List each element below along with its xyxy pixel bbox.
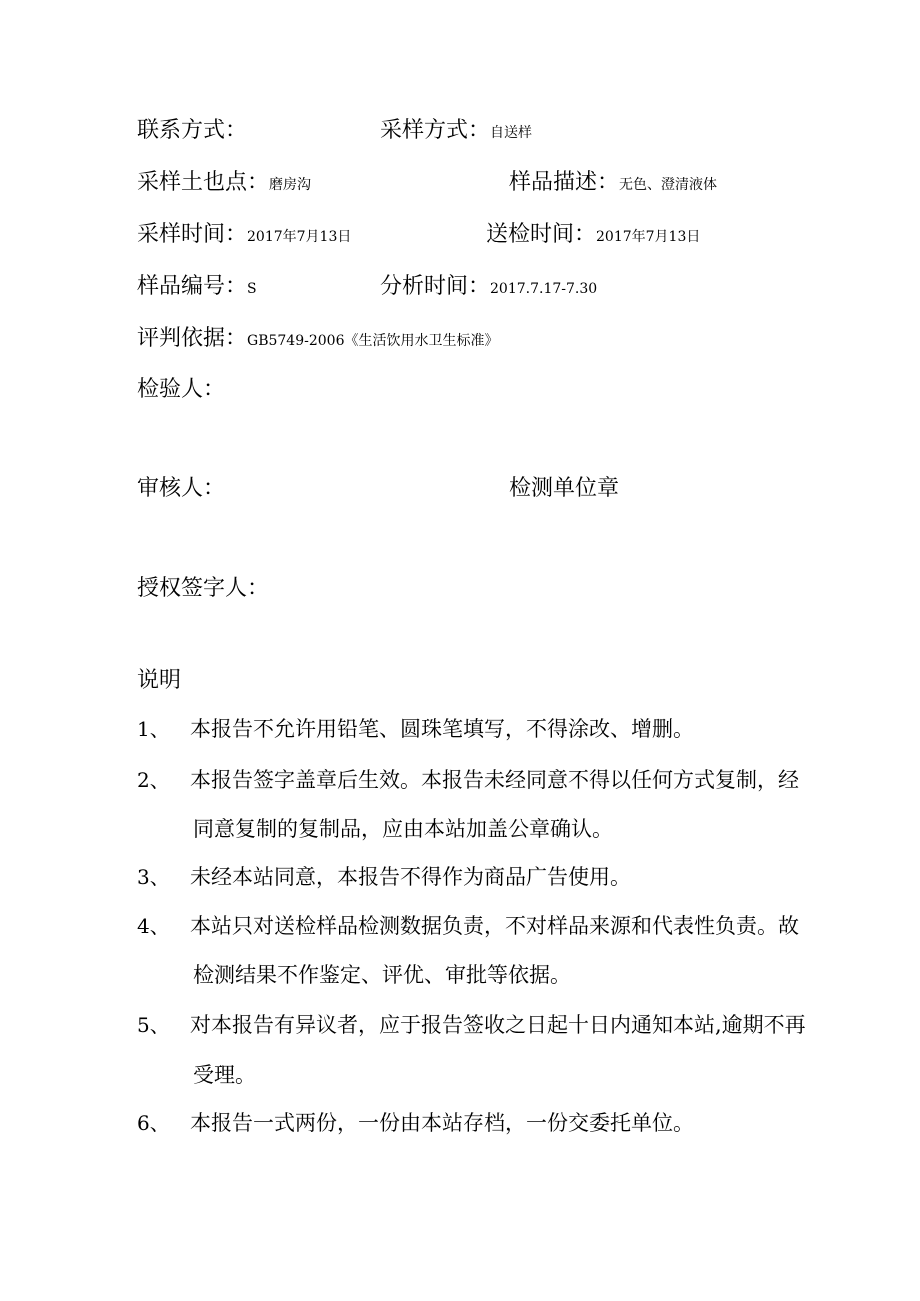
- sampling-method-value: 自送样: [490, 125, 533, 141]
- sample-description-value: 无色、澄清液体: [619, 177, 718, 193]
- sample-number-value: S: [247, 281, 257, 297]
- sample-number-label: 样品编号：: [137, 274, 248, 299]
- note-number: 3、: [137, 865, 170, 889]
- sampling-time-value: 2017年7月13日: [247, 229, 352, 245]
- analysis-time-field: [380, 273, 597, 303]
- inspector-label: 检验人：: [137, 377, 226, 402]
- analysis-time-value: 2017.7.17-7.30: [490, 281, 598, 297]
- note-line: 检测结果不作鉴定、评优、审批等依据。: [193, 963, 571, 987]
- sampling-time-field: [137, 221, 351, 251]
- submission-time-value: 2017年7月13日: [596, 229, 701, 245]
- submission-time-label: 送检时间：: [486, 222, 597, 247]
- sampling-time-label: 采样时间：: [137, 222, 248, 247]
- stamp-label: 检测单位章: [509, 476, 620, 501]
- authorized-signer-label: 授权签字人：: [137, 576, 270, 601]
- note-number: 4、: [137, 914, 170, 938]
- note-number: 5、: [137, 1013, 170, 1037]
- note-line: 同意复制的复制品，应由本站加盖公章确认。: [193, 817, 613, 841]
- sample-number-field: [137, 273, 257, 303]
- note-line: 本报告签字盖章后生效。本报告未经同意不得以任何方式复制，经: [190, 768, 799, 792]
- notes-title: 说明: [137, 668, 182, 693]
- judgment-basis-field: [137, 325, 498, 355]
- note-line: 受理。: [193, 1063, 256, 1087]
- sampling-site-value: 磨房沟: [269, 177, 312, 193]
- contact-field: [137, 117, 247, 147]
- note-line: 对本报告有异议者，应于报告签收之日起十日内通知本站,逾期不再: [190, 1013, 806, 1037]
- sampling-site-label: 采样土也点：: [137, 170, 270, 195]
- note-line: 本报告不允许用铅笔、圆珠笔填写，不得涂改、增删。: [190, 717, 694, 741]
- contact-label: 联系方式：: [137, 118, 248, 143]
- note-number: 6、: [137, 1111, 170, 1135]
- judgment-basis-label: 评判依据：: [137, 326, 248, 351]
- sampling-method-label: 采样方式：: [380, 118, 491, 143]
- reviewer-label: 审核人：: [137, 476, 226, 501]
- note-number: 2、: [137, 768, 170, 792]
- sampling-site-field: [137, 169, 311, 199]
- sampling-method-field: [380, 117, 532, 147]
- judgment-basis-value: GB5749-2006《生活饮用水卫生标准》: [247, 333, 499, 349]
- note-line: 本报告一式两份，一份由本站存档，一份交委托单位。: [190, 1111, 694, 1135]
- note-line: 未经本站同意，本报告不得作为商品广告使用。: [190, 865, 631, 889]
- analysis-time-label: 分析时间：: [380, 274, 491, 299]
- note-number: 1、: [137, 717, 170, 741]
- sample-description-label: 样品描述：: [509, 170, 620, 195]
- submission-time-field: [486, 221, 700, 251]
- note-line: 本站只对送检样品检测数据负责，不对样品来源和代表性负责。故: [190, 914, 799, 938]
- sample-description-field: [509, 169, 717, 199]
